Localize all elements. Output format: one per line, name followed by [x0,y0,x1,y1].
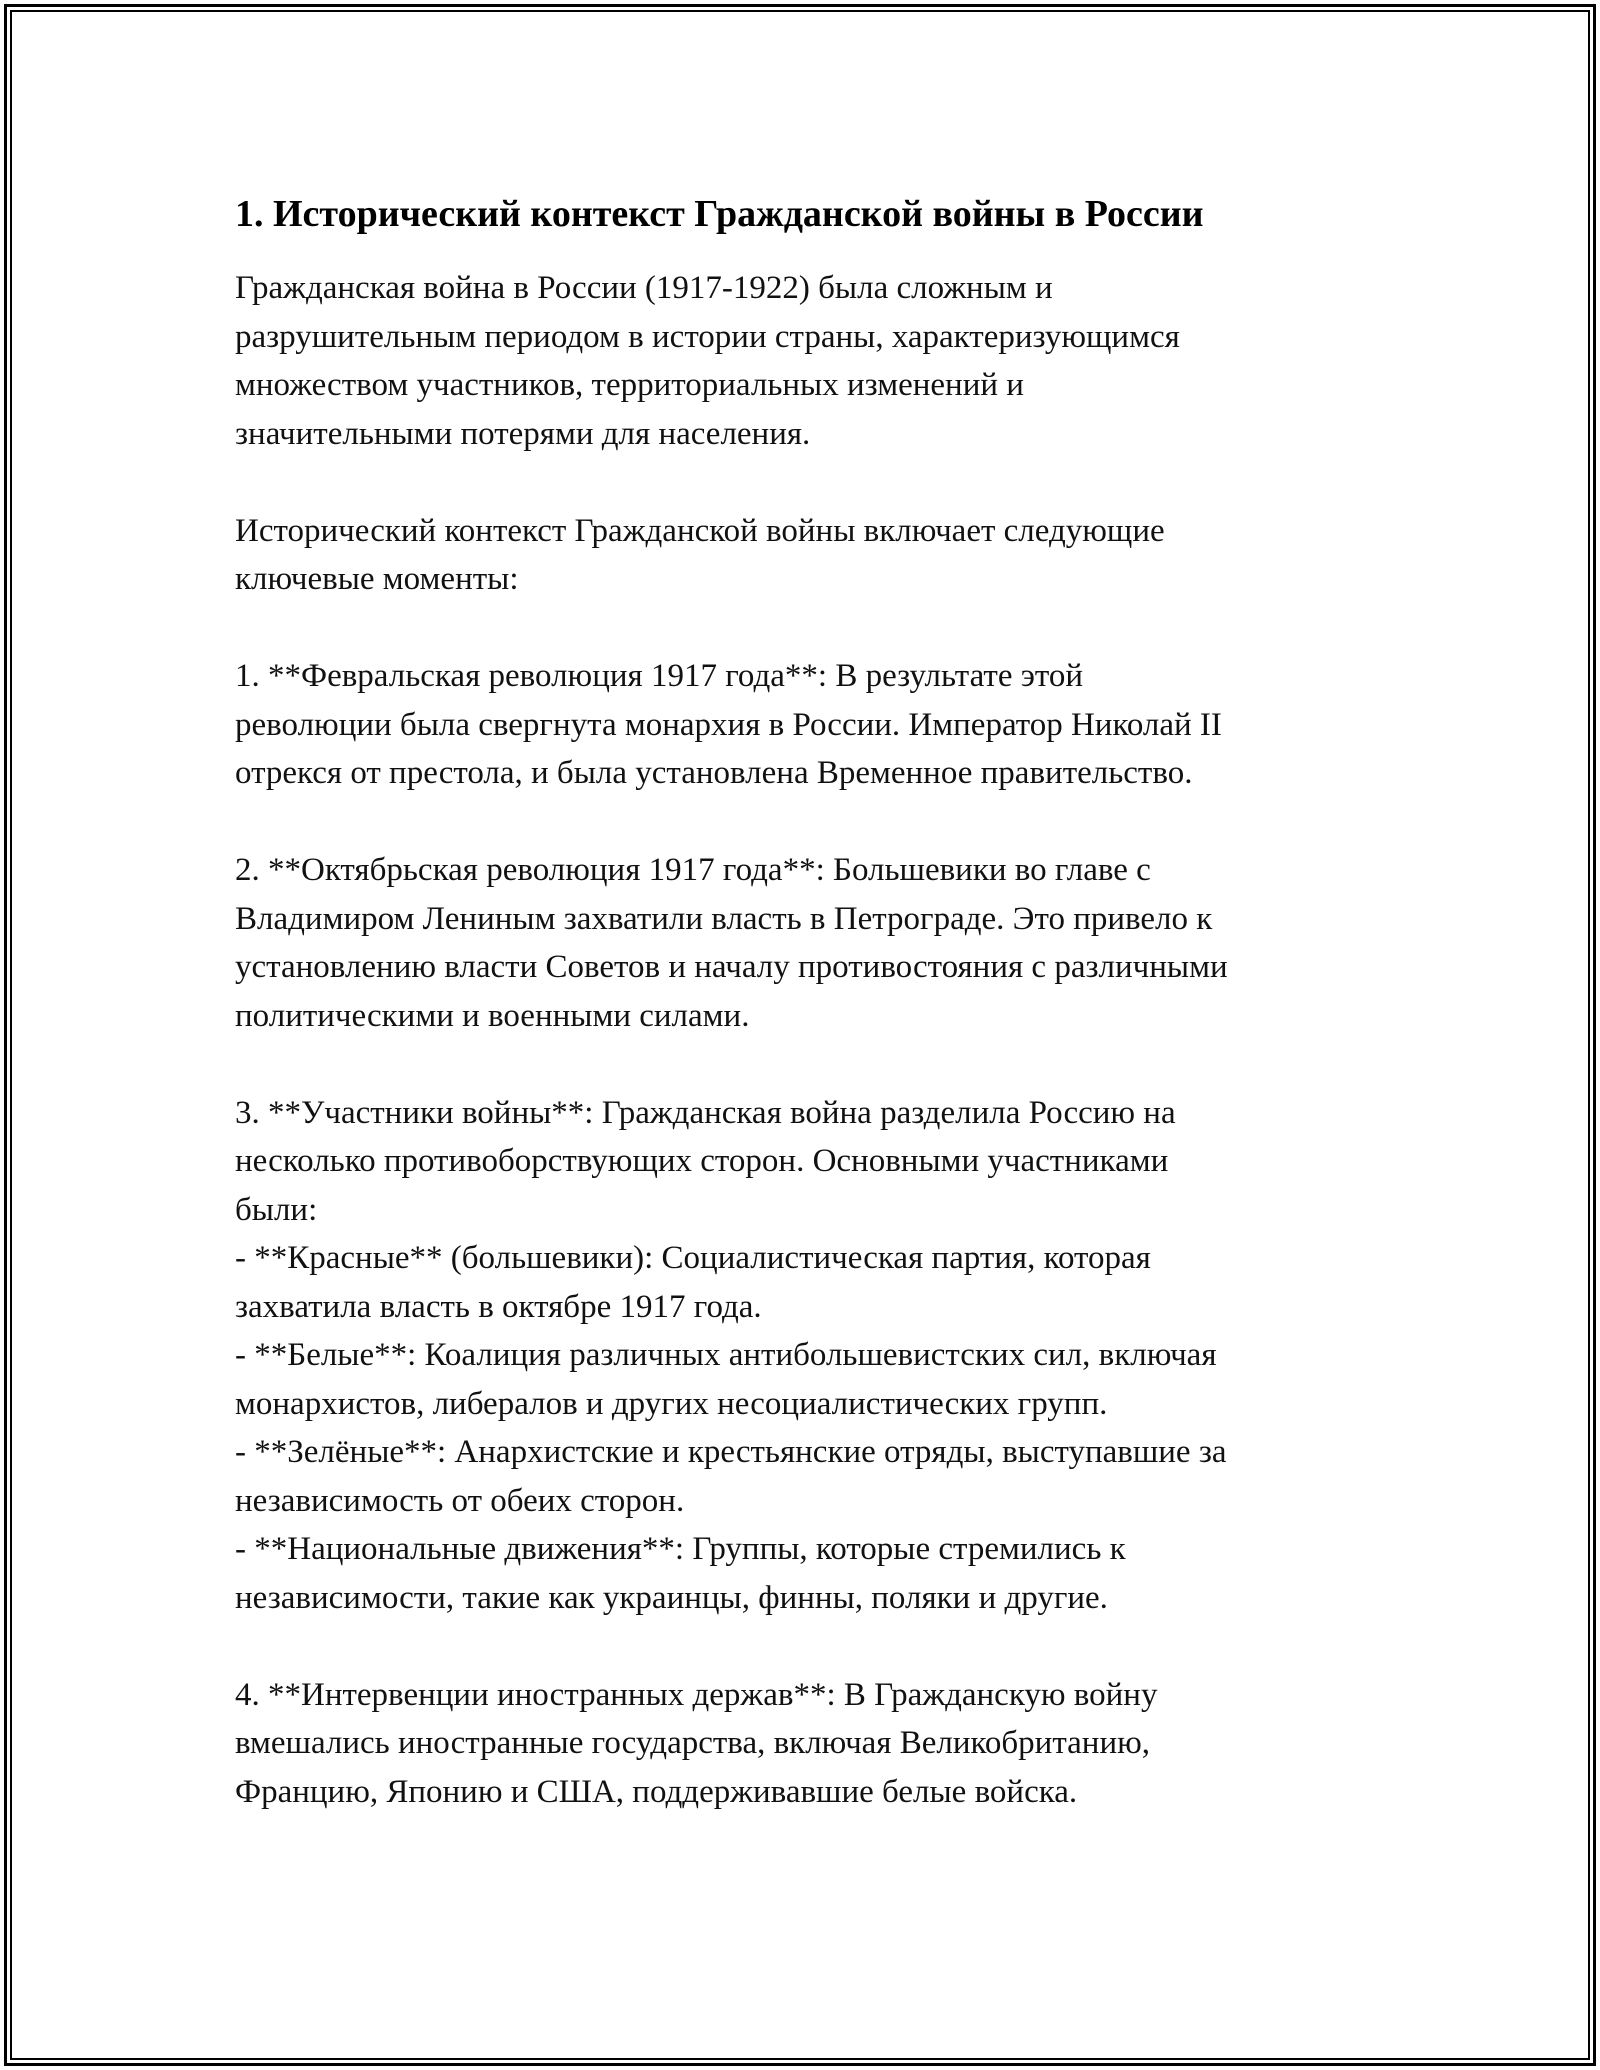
section-heading: 1. Исторический контекст Гражданской войны в России [235,193,1204,235]
paragraph-spacer [235,1040,1395,1089]
list-item-october-revolution: 2. **Октябрьская революция 1917 года**: Большевики во главе с Владимиром Лениным захватили власть в Петрограде. Это привело к установлению власти Советов и началу противостояния с различными политическими и военными силами. [235,852,1228,1034]
paragraph-spacer [235,458,1395,507]
list-item-february-revolution: 1. **Февральская революция 1917 года**: В результате этой революции была свергнута монархия в России. Император Николай II отрекся от престола, и была установлена Временное правительство. [235,658,1222,791]
list-item-war-participants: 3. **Участники войны**: Гражданская война разделила Россию на несколько противоборствующих сторон. Основными участниками были: - **Красные** (большевики): Социалистическая партия, которая захватила власть в октябре 1917 года. - **Белые**: Коалиция различных антибольшевистских сил, включая монархистов, либералов и других несоциалистических групп. - **Зелёные**: Анархистские и крестьянские отряды, выступавшие за независимость от обеих сторон. - **Национальные движения**: Группы, которые стремились к независимости, такие как украинцы, финны, поляки и другие. [235,1094,1227,1616]
paragraph-spacer [235,604,1395,653]
list-item-foreign-intervention: 4. **Интервенции иностранных держав**: В Гражданскую войну вмешались иностранные государства, включая Великобританию, Францию, Японию и США, поддерживавшие белые войска. [235,1676,1158,1810]
paragraph-spacer [235,1622,1395,1671]
document-body [235,186,1395,1816]
intro-paragraph: Гражданская война в России (1917-1922) была сложным и разрушительным периодом в истории страны, характеризующимся множеством участников, территориальных изменений и значительными потерями для населения. [235,270,1180,452]
context-lead-paragraph: Исторический контекст Гражданской войны включает следующие ключевые моменты: [235,512,1165,597]
paragraph-spacer [235,798,1395,847]
